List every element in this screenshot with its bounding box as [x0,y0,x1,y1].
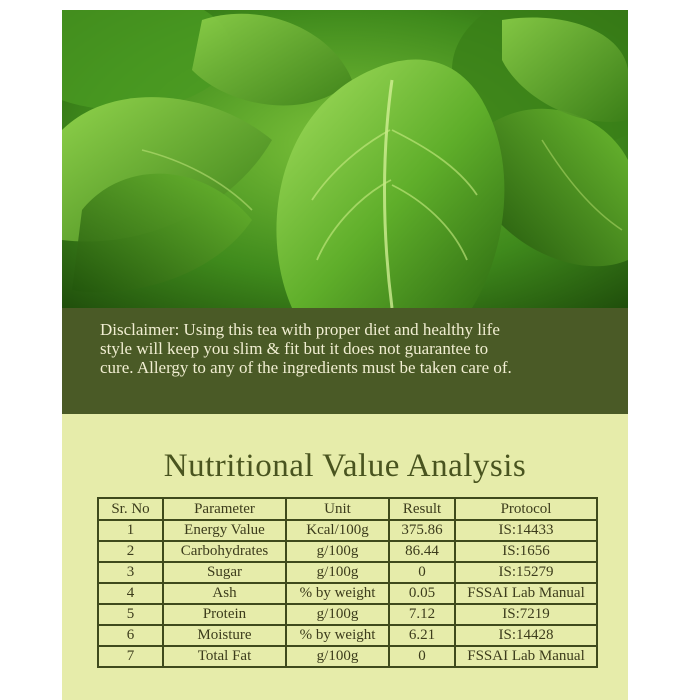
cell-protocol: FSSAI Lab Manual [455,583,597,604]
cell-sr-no: 2 [98,541,163,562]
table-row [98,604,597,625]
cell-parameter: Carbohydrates [163,541,286,562]
cell-result: 375.86 [389,520,455,541]
nutrition-title: Nutritional Value Analysis [163,448,527,484]
header-result: Result [389,498,455,520]
cell-parameter: Energy Value [163,520,286,541]
cell-sr-no: 5 [98,604,163,625]
cell-unit: g/100g [286,541,389,562]
disclaimer-line-3: cure. Allergy to any of the ingredients must be taken care of. [100,358,512,377]
cell-parameter: Ash [163,583,286,604]
table-row [98,646,597,667]
table-header-row [98,498,597,520]
disclaimer-line-2: style will keep you slim & fit but it does not guarantee to [100,339,489,358]
header-unit: Unit [286,498,389,520]
cell-unit: g/100g [286,646,389,667]
cell-parameter: Total Fat [163,646,286,667]
cell-sr-no: 4 [98,583,163,604]
cell-unit: Kcal/100g [286,520,389,541]
cell-protocol: IS:15279 [455,562,597,583]
header-protocol: Protocol [455,498,597,520]
header-parameter: Parameter [163,498,286,520]
cell-protocol: IS:14433 [455,520,597,541]
cell-protocol: IS:14428 [455,625,597,646]
cell-unit: g/100g [286,604,389,625]
cell-sr-no: 3 [98,562,163,583]
table-row [98,562,597,583]
cell-protocol: FSSAI Lab Manual [455,646,597,667]
cell-sr-no: 7 [98,646,163,667]
header-sr-no: Sr. No [98,498,163,520]
cell-unit: % by weight [286,583,389,604]
cell-protocol: IS:7219 [455,604,597,625]
cell-result: 6.21 [389,625,455,646]
disclaimer-line-1: Disclaimer: Using this tea with proper diet and healthy life [100,320,500,339]
cell-result: 86.44 [389,541,455,562]
cell-result: 7.12 [389,604,455,625]
table-row [98,541,597,562]
nutrition-section [62,414,628,700]
cell-result: 0.05 [389,583,455,604]
cell-unit: % by weight [286,625,389,646]
cell-result: 0 [389,646,455,667]
disclaimer-box [62,308,628,414]
table-row [98,583,597,604]
cell-unit: g/100g [286,562,389,583]
table-row [98,625,597,646]
cell-parameter: Sugar [163,562,286,583]
cell-protocol: IS:1656 [455,541,597,562]
table-row [98,520,597,541]
cell-parameter: Moisture [163,625,286,646]
cell-sr-no: 6 [98,625,163,646]
cell-sr-no: 1 [98,520,163,541]
cell-result: 0 [389,562,455,583]
cell-parameter: Protein [163,604,286,625]
basil-leaves-photo [62,10,628,308]
nutrition-table [97,497,598,668]
